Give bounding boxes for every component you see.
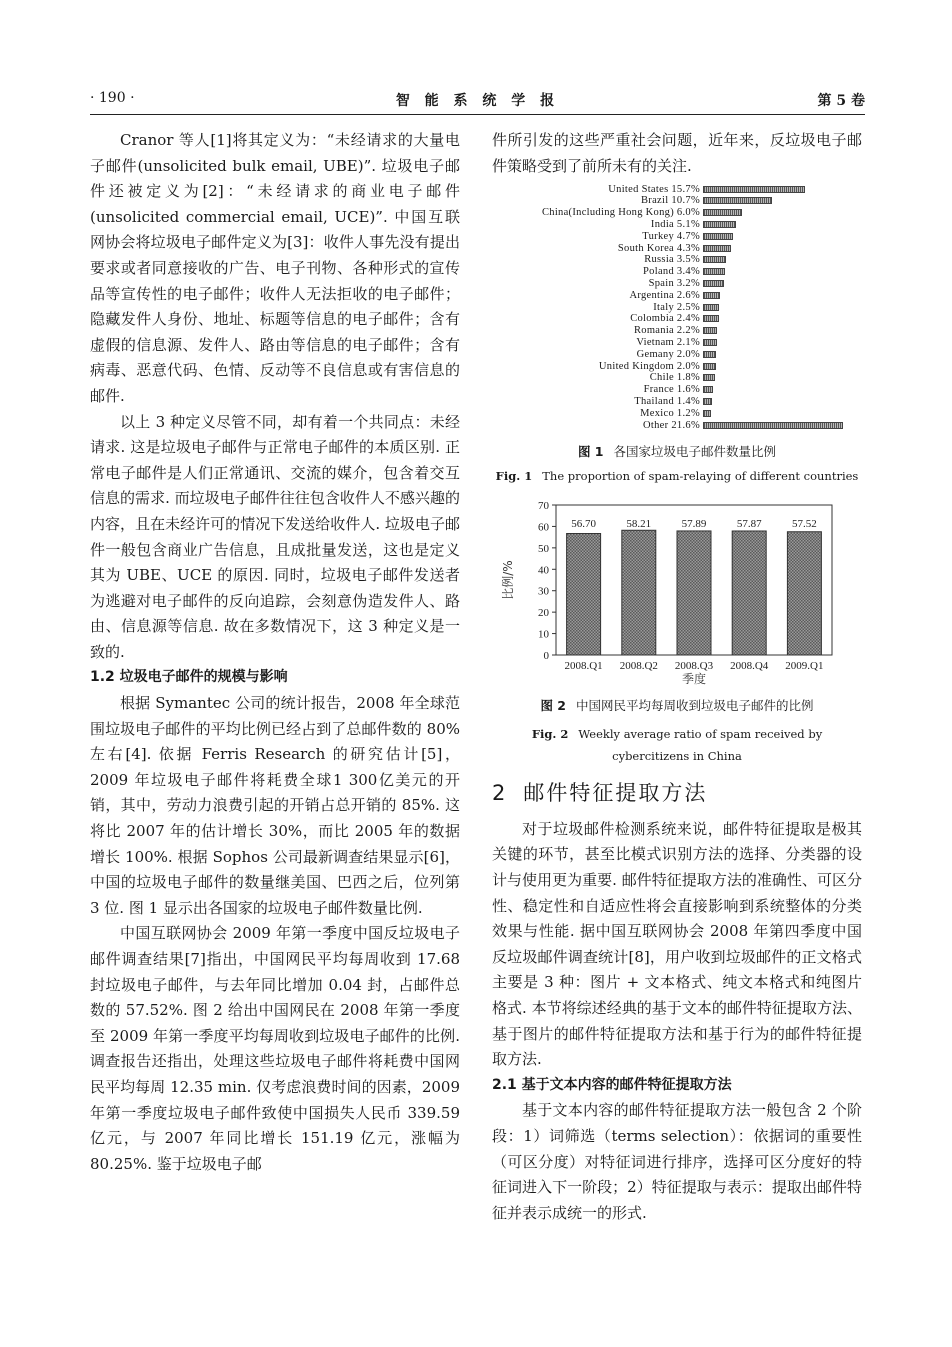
y-tick-label: 30 <box>538 585 549 598</box>
bar-value-label: 57.87 <box>736 518 762 531</box>
country-bar-label: France 1.6% <box>643 384 700 396</box>
country-bar <box>703 221 736 228</box>
country-bar <box>703 339 717 346</box>
country-bar <box>703 209 742 216</box>
section-heading-1-2: 1.2 垃圾电子邮件的规模与影响 <box>90 669 288 686</box>
y-tick-label: 0 <box>543 650 549 663</box>
quarter-bar <box>787 532 821 655</box>
country-bar-label: United States 15.7% <box>608 183 700 195</box>
right-column <box>492 128 862 1226</box>
country-bar <box>703 304 719 311</box>
country-bar-row <box>492 254 862 266</box>
quarter-bar <box>677 531 711 655</box>
country-bar-row <box>492 313 862 325</box>
country-bar-row <box>492 266 862 278</box>
x-tick-label: 2008.Q2 <box>619 660 658 673</box>
x-tick-label: 2009.Q1 <box>785 660 824 673</box>
x-axis-label: 季度 <box>681 672 707 686</box>
x-tick-label: 2008.Q1 <box>564 660 603 673</box>
country-bar <box>703 186 805 193</box>
y-tick-label: 60 <box>538 521 549 534</box>
country-bar <box>703 315 719 322</box>
country-bar-label: Romania 2.2% <box>633 325 700 337</box>
country-bar-row <box>492 183 862 195</box>
country-bar-row <box>492 348 862 360</box>
country-bar-label: Argentina 2.6% <box>629 289 700 301</box>
figure-2 <box>492 495 862 767</box>
country-bar-row <box>492 360 862 372</box>
country-bar-row <box>492 301 862 313</box>
figure-2-caption-cn: 图 2 中国网民平均每周收到垃圾电子邮件的比例 <box>540 698 814 714</box>
country-bar-label: Russia 3.5% <box>644 254 700 266</box>
country-bar-label: Other 21.6% <box>643 419 700 431</box>
country-bar-row <box>492 384 862 396</box>
paragraph-definitions: Cranor 等人[1]将其定义为：“未经请求的大量电子邮件(unsolicited bulk email, UBE)”. 垃圾电子邮件还被定义为[2]：“未经请求的商业电子邮件(unsolicited commercial email, UCE)”. 中国互联网协会将垃圾电子邮件定义为[3]：收件人事先没有提出要求或者同意接收的广告、电子刊物、各种形式的宣传品等宣传性的电子邮件；收件人无法拒收的电子邮件；隐藏发件人身份、地址、标题等信息的电子邮件；含有虚假的信息源、发件人、路由等信息的电子邮件；含有病毒、恶意代码、色情、反动等不良信息或有害信息的邮件. <box>90 131 460 405</box>
y-tick-label: 10 <box>538 628 549 641</box>
country-bar <box>703 292 720 299</box>
section-heading-2-1: 2.1 基于文本内容的邮件特征提取方法 <box>492 1076 732 1093</box>
figure-1-chart <box>492 183 862 433</box>
section-heading-2: 2 邮件特征提取方法 <box>492 781 708 806</box>
country-bar-label: Italy 2.5% <box>653 301 700 313</box>
country-bar-label: Turkey 4.7% <box>642 230 700 242</box>
figure-2-chart <box>492 495 862 685</box>
country-bar-label: Mexico 1.2% <box>640 407 700 419</box>
country-bar <box>703 233 733 240</box>
country-bar-row <box>492 278 862 290</box>
country-bar <box>703 374 715 381</box>
country-bar-row <box>492 289 862 301</box>
country-bar <box>703 268 725 275</box>
country-bar-row <box>492 242 862 254</box>
paragraph-survey: 中国互联网协会 2009 年第一季度中国反垃圾电子邮件调查结果[7]指出，中国网民平均每周收到 17.68 封垃圾电子邮件，与去年同比增加 0.04 封，占邮件总数的 57.52%. 图 2 给出中国网民在 2008 年第一季度至 2009 年第一季度平均每周收到垃圾电子邮件的比例. 调查报告还指出，处理这些垃圾电子邮件将耗费中国网民平均每周 12.35 min. 仅考虑浪费时间的因素，2009 年第一季度垃圾电子邮件致使中国损失人民币 339.59 亿元，与 2007 年同比增长 151.19 亿元，涨幅为 80.25%. 鉴于垃圾电子邮 <box>90 924 460 1173</box>
country-bar <box>703 386 713 393</box>
country-bar <box>703 363 716 370</box>
paragraph-continued: 件所引发的这些严重社会问题，近年来，反垃圾电子邮件策略受到了前所未有的关注. <box>492 131 862 175</box>
figure-1-caption-cn: 图 1 各国家垃圾电子邮件数量比例 <box>577 444 777 460</box>
figure-1 <box>492 183 862 485</box>
y-tick-label: 70 <box>538 500 549 513</box>
paragraph-text-based: 基于文本内容的邮件特征提取方法一般包含 2 个阶段：1）词筛选（terms selection）：依据词的重要性（可区分度）对特征词进行排序，选择可区分度好的特征词进入下一阶段；2）特征提取与表示：提取出邮件特征并表示成统一的形式. <box>492 1101 862 1222</box>
country-bar-label: Chile 1.8% <box>649 372 700 384</box>
country-bar <box>703 256 726 263</box>
left-column <box>90 128 460 1177</box>
country-bar-row <box>492 337 862 349</box>
country-bar-row <box>492 407 862 419</box>
paragraph-feature-extraction: 对于垃圾邮件检测系统来说，邮件特征提取是极其关键的环节，甚至比模式识别方法的选择、分类器的设计与使用更为重要. 邮件特征提取方法的准确性、可区分性、稳定性和自适应性将会直接影响到系统整体的分类效果与性能. 据中国互联网协会 2008 年第四季度中国反垃圾邮件调查统计[8]，用户收到垃圾邮件的正文格式主要是 3 种：图片 + 文本格式、纯文本格式和纯图片格式. 本节将综述经典的基于文本的邮件特征提取方法、基于图片的邮件特征提取方法和基于行为的邮件特征提取方法. <box>492 819 862 1069</box>
country-bar-row <box>492 219 862 231</box>
paragraph-common-point: 以上 3 种定义尽管不同，却有着一个共同点：未经请求. 这是垃圾电子邮件与正常电子邮件的本质区别. 正常电子邮件是人们正常通讯、交流的媒介，包含着交互信息的需求. 而垃圾电子邮件往往包含收件人不感兴趣的内容，且在未经许可的情况下发送给收件人. 垃圾电子邮件一般包含商业广告信息，且成批量发送，这也是定义其为 UBE、UCE 的原因. 同时，垃圾电子邮件发送者为逃避对电子邮件的反向追踪，会刻意伪造发件人、路由、信息源等信息. 故在多数情况下，这 3 种定义是一致的. <box>90 412 460 661</box>
country-bar <box>703 410 711 417</box>
bar-value-label: 58.21 <box>626 518 652 531</box>
x-tick-label: 2008.Q3 <box>674 660 714 673</box>
y-tick-label: 50 <box>538 543 549 556</box>
country-bar-label: India 5.1% <box>650 218 700 230</box>
country-bar <box>703 351 716 358</box>
page-number: · 190 · <box>90 90 135 106</box>
country-bar-row <box>492 419 862 431</box>
y-axis-label: 比例/% <box>501 560 515 600</box>
country-bar-row <box>492 325 862 337</box>
country-bar-label: Thailand 1.4% <box>634 395 700 407</box>
quarter-bar <box>732 531 766 655</box>
y-tick-label: 20 <box>538 607 549 620</box>
country-bar-label: Poland 3.4% <box>643 266 700 278</box>
country-bar-label: Colombia 2.4% <box>630 313 700 325</box>
country-bar-row <box>492 372 862 384</box>
country-bar-row <box>492 195 862 207</box>
country-bar-label: Gemany 2.0% <box>636 348 700 360</box>
country-bar-label: Spain 3.2% <box>648 277 700 289</box>
figure-1-caption-en: Fig. 1 The proportion of spam-relaying of different countries <box>495 469 859 484</box>
y-tick-label: 40 <box>538 564 549 577</box>
bar-value-label: 57.52 <box>792 518 817 531</box>
country-bar-label: United Kingdom 2.0% <box>598 360 700 372</box>
x-tick-label: 2008.Q4 <box>730 660 769 673</box>
quarter-bar <box>622 530 656 655</box>
country-bar-row <box>492 396 862 408</box>
bar-value-label: 56.70 <box>571 518 596 531</box>
country-bar <box>703 280 724 287</box>
country-bar <box>703 327 717 334</box>
country-bar <box>703 398 712 405</box>
country-bar-row <box>492 207 862 219</box>
volume-number: 第 5 卷 <box>817 93 865 109</box>
country-bar-label: China(Including Hong Kong) 6.0% <box>541 207 700 219</box>
country-bar-label: Brazil 10.7% <box>640 195 700 207</box>
figure-2-caption-en: Fig. 2 Weekly average ratio of spam received by cybercitizens in China <box>531 727 823 764</box>
country-bar <box>703 197 772 204</box>
paragraph-scale: 根据 Symantec 公司的统计报告，2008 年全球范围垃圾电子邮件的平均比例已经占到了总邮件数的 80% 左右[4]. 依据 Ferris Research 的研究估计[5]，2009 年垃圾电子邮件将耗费全球1 300亿美元的开销，其中，劳动力浪费引起的开销占总开销的 85%. 这将比 2007 年的估计增长 30%，而比 2005 年的数据增长 100%. 根据 Sophos 公司最新调查结果显示[6]，中国的垃圾电子邮件的数量继美国、巴西之后，位列第 3 位. 图 1 显示出各国家的垃圾电子邮件数量比例. <box>90 694 460 917</box>
running-header <box>90 90 865 115</box>
bar-value-label: 57.89 <box>681 518 707 531</box>
country-bar-label: Vietnam 2.1% <box>636 336 700 348</box>
country-bar <box>703 422 843 429</box>
country-bar-row <box>492 230 862 242</box>
journal-title: 智 能 系 统 学 报 <box>395 93 560 109</box>
country-bar <box>703 245 731 252</box>
country-bar-label: South Korea 4.3% <box>617 242 700 254</box>
quarter-bar <box>567 534 601 656</box>
